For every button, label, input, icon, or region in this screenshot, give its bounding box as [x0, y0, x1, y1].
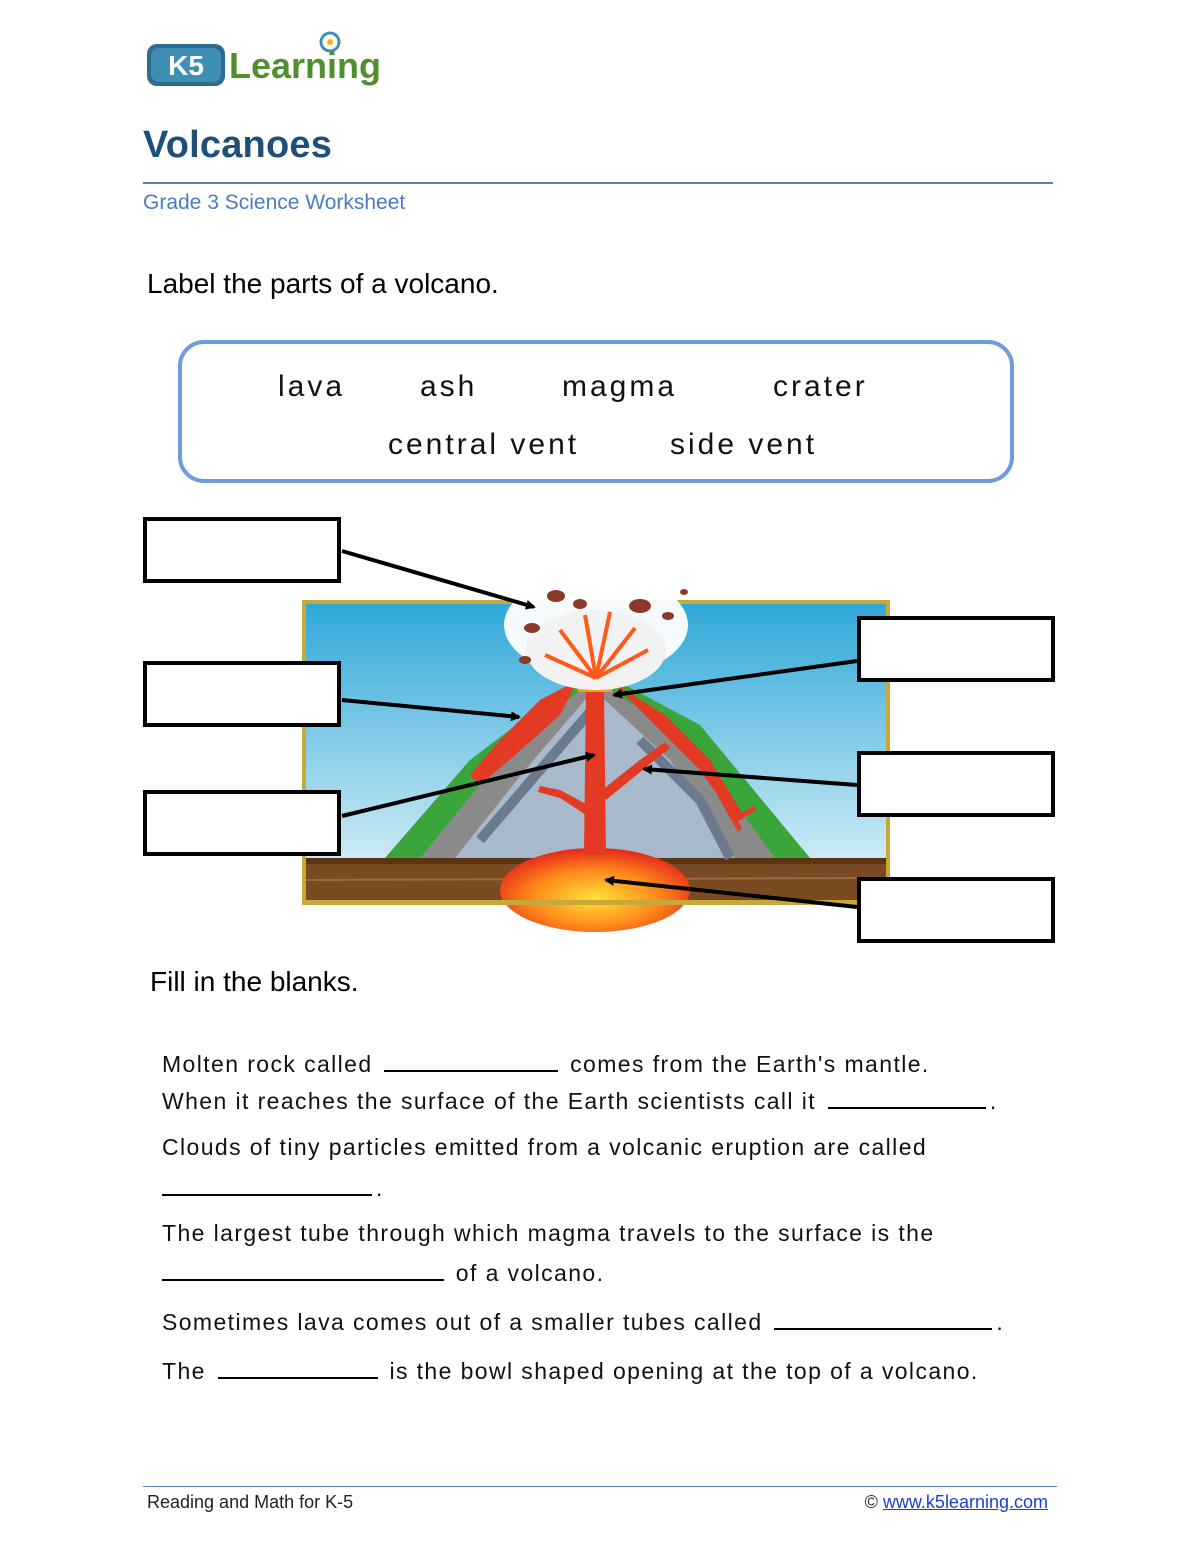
sentence-text: . [996, 1309, 1005, 1335]
sentence-text: . [989, 1088, 998, 1114]
label-box-crater[interactable] [857, 616, 1055, 682]
word-bank [178, 340, 1014, 483]
sentence-2 [162, 1085, 998, 1115]
label-box-side-vent[interactable] [857, 751, 1055, 817]
sentence-4 [162, 1220, 935, 1247]
section-heading-label: Label the parts of a volcano. [147, 268, 499, 299]
sentence-text: is the bowl shaped opening at the top of a volcano. [389, 1358, 979, 1384]
label-box-lava[interactable] [143, 661, 341, 727]
page-subtitle: Grade 3 Science Worksheet [143, 191, 406, 214]
page-title: Volcanoes [143, 124, 333, 166]
sentence-3 [162, 1134, 927, 1161]
sentence-4-cont [162, 1257, 604, 1287]
label-box-magma[interactable] [857, 877, 1055, 943]
sentence-text: Sometimes lava comes out of a smaller tubes called [162, 1309, 763, 1335]
svg-text:Learning: Learning [229, 45, 382, 86]
sentence-text: Molten rock called [162, 1051, 373, 1077]
label-box-ash[interactable] [143, 517, 341, 583]
k5-learning-logo [145, 24, 405, 94]
word-bank-item: lava [278, 370, 346, 403]
sentence-text: The [162, 1358, 206, 1384]
blank-field[interactable] [162, 1172, 372, 1196]
sentence-text: When it reaches the surface of the Earth scientists call it [162, 1088, 817, 1114]
word-bank-item: crater [773, 370, 868, 403]
sentence-5 [162, 1306, 1004, 1336]
sentence-1 [162, 1048, 930, 1078]
word-bank-item: side vent [670, 428, 818, 461]
sentence-3-cont [162, 1172, 384, 1202]
section-heading-fill: Fill in the blanks. [150, 966, 359, 997]
website-link[interactable]: www.k5learning.com [882, 1492, 1048, 1512]
footer-divider [143, 1486, 1057, 1487]
label-box-central-vent[interactable] [143, 790, 341, 856]
sentence-text: of a volcano. [455, 1260, 605, 1286]
blank-field[interactable] [828, 1085, 986, 1109]
header-divider [143, 182, 1053, 184]
blank-field[interactable] [218, 1355, 378, 1379]
word-bank-item: ash [420, 370, 478, 403]
blank-field[interactable] [162, 1257, 444, 1281]
sentence-6 [162, 1355, 979, 1385]
copyright-symbol: © [864, 1492, 878, 1512]
sentence-text: . [376, 1175, 384, 1201]
word-bank-item: magma [562, 370, 678, 403]
svg-text:K5: K5 [168, 50, 204, 81]
word-bank-item: central vent [388, 428, 580, 461]
footer-tagline: Reading and Math for K-5 [147, 1492, 354, 1512]
sentence-text: The largest tube through which magma travels to the surface is the [162, 1220, 935, 1246]
sentence-text: Clouds of tiny particles emitted from a volcanic eruption are called [162, 1134, 928, 1160]
sentence-text: comes from the Earth's mantle. [570, 1051, 930, 1077]
footer-copyright [865, 1492, 1048, 1513]
blank-field[interactable] [384, 1048, 558, 1072]
blank-field[interactable] [774, 1306, 992, 1330]
